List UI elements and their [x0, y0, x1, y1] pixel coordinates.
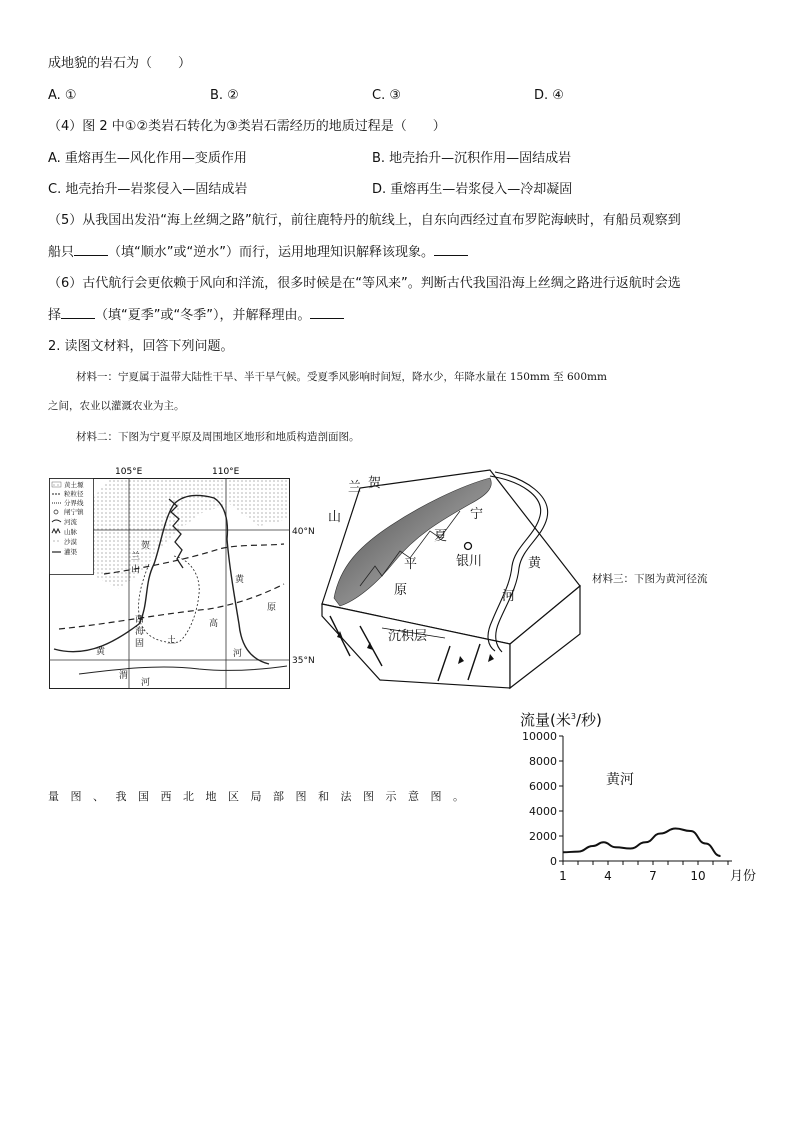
x-tick-label: 4	[604, 869, 612, 883]
latitude-label: 35°N	[292, 656, 315, 666]
x-tick-label: 10	[690, 869, 706, 883]
place-label: 土	[167, 636, 177, 646]
runoff-chart	[510, 728, 780, 893]
question-6-line-2	[48, 306, 344, 325]
option-b: B. ②	[210, 88, 239, 103]
question-4-option-a: A. 重熔再生—风化作用—变质作用	[48, 151, 247, 166]
diagram-label: 黄	[528, 556, 542, 571]
place-label: 渭	[119, 671, 129, 681]
question-2-heading: 2. 读图文材料，回答下列问题。	[48, 339, 234, 354]
place-label: 海	[135, 627, 145, 637]
diagram-label: 兰	[348, 480, 362, 495]
place-label: 贺	[141, 541, 151, 551]
material-1-line-2: 之间，农业以灌溉农业为主。	[48, 400, 185, 412]
place-label: 河	[141, 678, 151, 688]
chart-ylabel-unit: /秒)	[575, 711, 602, 729]
longitude-label: 110°E	[212, 467, 240, 477]
legend-item: 分界线	[64, 499, 84, 507]
legend-item: 粒粒径	[64, 490, 84, 498]
chart-ylabel-text: 流量(米	[520, 711, 571, 729]
block-diagram	[320, 466, 582, 690]
legend-item: 闸宁镇	[64, 508, 84, 516]
diagram-label: 河	[502, 589, 516, 604]
question-5-line-1: （5）从我国出发沿“海上丝绸之路”航行，前往鹿特丹的航线上，自东向西经过直布罗陀海峡时，有船员观察到	[48, 213, 681, 228]
longitude-label: 105°E	[115, 467, 143, 477]
material-2: 材料二：下图为宁夏平原及周围地区地形和地质构造剖面图。	[76, 431, 360, 443]
answer-blank	[434, 243, 468, 256]
material-3: 材料三：下图为黄河径流	[592, 573, 708, 585]
place-label: 兰	[131, 552, 141, 562]
legend-item: 河流	[64, 518, 77, 526]
option-a: A. ①	[48, 88, 77, 103]
place-label: 黄	[96, 647, 106, 657]
diagram-label: 山	[328, 510, 342, 525]
material-3-continued: 量图、我国西北地区局部图和法图示意图。	[48, 790, 476, 803]
legend-item: 黄土塬	[64, 481, 84, 489]
regional-map	[49, 464, 291, 690]
latitude-label: 40°N	[292, 527, 315, 537]
x-axis-label: 月份	[730, 869, 757, 884]
y-tick-label: 6000	[529, 780, 557, 793]
question-4-option-d: D. 重熔再生—岩浆侵入—冷却凝固	[372, 182, 573, 197]
answer-blank	[61, 306, 95, 319]
question-4-option-b: B. 地壳抬升—沉积作用—固结成岩	[372, 151, 572, 166]
question-5-line-2	[48, 243, 468, 262]
place-label: 西	[135, 615, 145, 625]
question-6-line-2-end: （填“夏季”或“冬季”），并解释理由。	[95, 308, 311, 323]
question-5-line-2-start: 船只	[48, 245, 75, 260]
place-label: 原	[267, 603, 277, 613]
place-label: 固	[135, 639, 145, 649]
diagram-label: 贺	[368, 476, 382, 491]
diagram-label: 银川	[456, 554, 483, 569]
chart-ylabel	[520, 708, 602, 729]
chart-ylabel-superscript: 3	[570, 712, 576, 721]
answer-blank	[74, 243, 108, 256]
option-d: D. ④	[534, 88, 564, 103]
question-6-line-1: （6）古代航行会更依赖于风向和洋流，很多时候是在“等风来”。判断古代我国沿海上丝绸之路进行返航时会选	[48, 276, 681, 291]
y-tick-label: 0	[550, 855, 557, 868]
y-tick-label: 10000	[522, 730, 557, 743]
y-tick-label: 2000	[529, 830, 557, 843]
x-tick-label: 1	[559, 869, 567, 883]
diagram-label: 宁	[470, 507, 484, 522]
question-4-option-c: C. 地壳抬升—岩浆侵入—固结成岩	[48, 182, 248, 197]
legend-item: 沙漠	[64, 538, 77, 546]
place-label: 黄	[235, 575, 245, 585]
place-label: 山	[131, 565, 141, 575]
legend-item: 山脉	[64, 528, 77, 536]
y-tick-label: 4000	[529, 805, 557, 818]
question-6-line-2-start: 择	[48, 308, 62, 323]
legend-item: 灌渠	[64, 548, 77, 556]
place-label: 高	[209, 619, 219, 629]
answer-blank	[310, 306, 344, 319]
option-c: C. ③	[372, 88, 401, 103]
question-5-line-2-end: （填“顺水”或“逆水”）而行，运用地理知识解释该现象。	[108, 245, 434, 260]
x-tick-label: 7	[649, 869, 657, 883]
series-line	[563, 829, 721, 857]
question-4-stem: （4）图 2 中①②类岩石转化为③类岩石需经历的地质过程是（ ）	[48, 119, 446, 134]
y-tick-label: 8000	[529, 755, 557, 768]
question-stem-tail: 成地貌的岩石为（ ）	[48, 56, 192, 71]
diagram-label: 夏	[434, 529, 448, 544]
diagram-label: 原	[394, 583, 408, 598]
place-label: 河	[233, 649, 243, 659]
diagram-label: 沉积层	[388, 629, 428, 644]
material-1-line-1: 材料一：宁夏属于温带大陆性干旱、半干旱气候。受夏季风影响时间短，降水少，年降水量在 150mm 至 600mm	[76, 371, 607, 383]
diagram-label: 平	[404, 557, 418, 572]
chart-title: 黄河	[606, 772, 634, 788]
